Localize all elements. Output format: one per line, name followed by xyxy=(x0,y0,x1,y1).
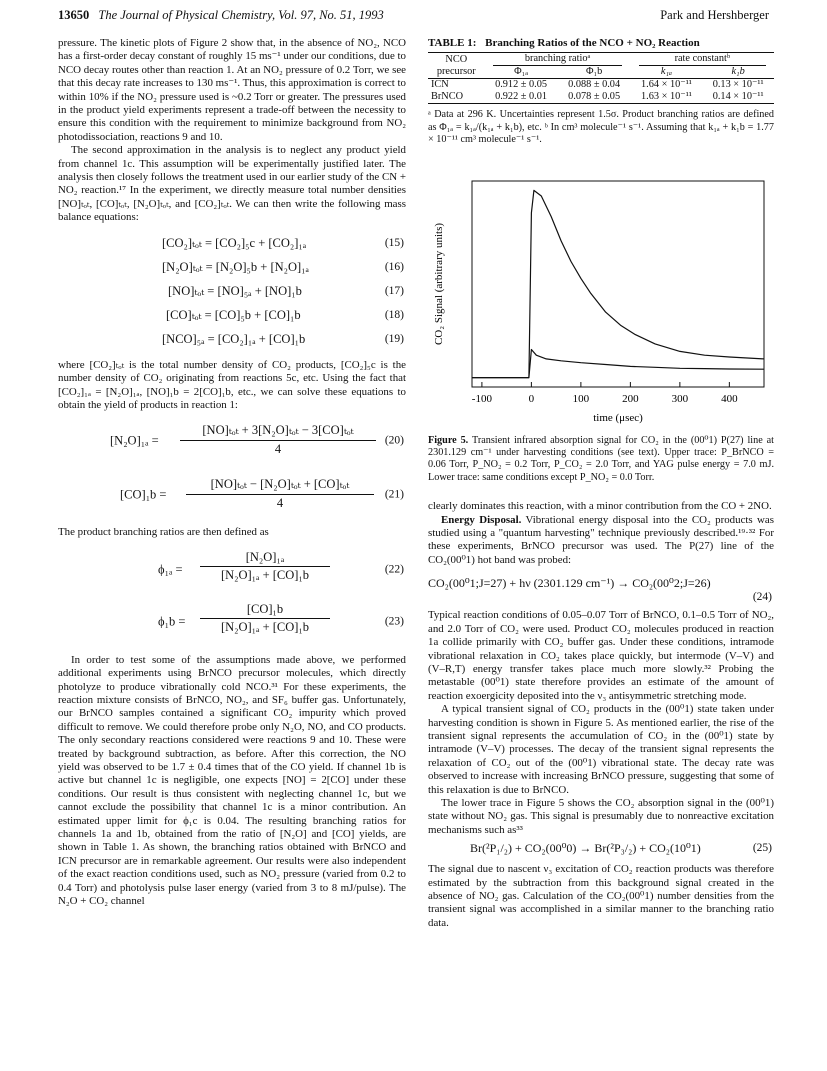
table-cell: 1.63 × 10⁻¹¹ xyxy=(631,91,703,104)
equation-fraction xyxy=(200,603,330,635)
figure-caption-text: Transient infrared absorption signal for CO₂ in the (00⁰1) P(27) line at 2301.129 cm⁻¹ under harvesting conditions (see text). Upper trace: P_BrNCO = 0.06 Torr, P_NO₂ = 0.2 Torr, P_CO₂ = 2.0 Torr, and YAG pulse energy = 7.0 mJ. Lower trace: same conditions except P_NO₂ = 0.0 Torr. xyxy=(428,434,774,483)
fraction-denominator: 4 xyxy=(274,441,282,456)
x-tick-label: -100 xyxy=(471,392,492,405)
equation-lhs: [CO]₁b = xyxy=(120,487,167,502)
fraction-numerator: [N₂O]₁ₐ xyxy=(200,551,330,567)
fraction-denominator: 4 xyxy=(276,495,284,510)
table-1 xyxy=(428,37,774,147)
equation-body: [CO]ₜₒₜ = [CO]₅b + [CO]₁b xyxy=(166,307,301,322)
equation-body: [NO]ₜₒₜ = [NO]₅ₐ + [NO]₁b xyxy=(168,283,302,298)
table-header: NCO xyxy=(428,53,485,67)
branching-ratio-table xyxy=(428,52,774,104)
table-header-row xyxy=(428,53,774,67)
paragraph: Typical reaction conditions of 0.05–0.07 Torr of BrNCO, 0.1–0.5 Torr of NO₂, and 2.0 Torr of CO₂ were used. Product CO₂ molecules produced in reaction 1a collide primarily with CO₂ buffer gas. Under these conditions, intramode vibrational relaxation in CO₂ takes place quickly, but intermode (V–V) and (V–R,T) energy transfer takes place much more slowly.³² Probing the metastable (00⁰1) state therefore provides an estimate of the amount of reaction exoergicity deposited into the ν₃ antisymmetric stretching mode. xyxy=(428,609,774,702)
lower-trace-line xyxy=(472,349,764,377)
equation-fraction xyxy=(186,478,374,510)
equation-18 xyxy=(58,305,406,329)
x-tick-label: 300 xyxy=(671,392,689,405)
equation-number: (21) xyxy=(384,488,404,501)
paragraph-text: Vibrational energy disposal into the CO₂ products was studied using a "quantum harvesting" technique previously described.¹⁹·³² For these experiments, BrNCO precursor was used. The P(27) line of the CO₂(00⁰1) hot band was probed: xyxy=(428,513,774,566)
table-cell: 1.64 × 10⁻¹¹ xyxy=(641,79,692,91)
table-cell: 0.088 ± 0.04 xyxy=(568,79,621,91)
table-header: rate constantᵇ xyxy=(631,53,774,67)
equation-20 xyxy=(58,418,406,464)
equation-23 xyxy=(58,598,406,646)
equation-number: (20) xyxy=(384,434,404,447)
equation-fraction xyxy=(200,551,330,583)
table-cell: 0.14 × 10⁻¹¹ xyxy=(702,91,774,104)
running-header xyxy=(58,8,769,26)
equation-number: (19) xyxy=(384,332,404,345)
equation-lhs: ϕ₁b = xyxy=(158,614,186,629)
running-authors: Park and Hershberger xyxy=(660,8,769,22)
equation-number: (18) xyxy=(384,308,404,321)
equation-number: (15) xyxy=(384,236,404,249)
equation-body: [CO₂]ₜₒₜ = [CO₂]₅c + [CO₂]₁ₐ xyxy=(162,235,307,250)
x-tick-label: 0 xyxy=(528,392,535,405)
equation-body: CO₂(00⁰1;J=27) + hν (2301.129 cm⁻¹) → CO₂(00⁰2;J=26) xyxy=(428,576,711,591)
table-row xyxy=(428,91,774,104)
fraction-numerator: [CO]₁b xyxy=(200,603,330,619)
paragraph xyxy=(428,514,774,568)
equation-25 xyxy=(428,837,774,863)
upper-trace-line xyxy=(472,190,764,377)
table-footnote: ᵃ Data at 296 K. Uncertainties represent 1.5σ. Product branching ratios are defined as Φ₁ₐ = k₁ₐ/(k₁ₐ + k₁b), etc. ᵇ In cm³ molecule⁻¹ s⁻¹. Assuming that k₁ₐ + k₁b = 1.77 × 10⁻¹¹ cm³ molecule⁻¹ s⁻¹. xyxy=(428,109,774,146)
fraction-numerator: [NO]ₜₒₜ + 3[N₂O]ₜₒₜ − 3[CO]ₜₒₜ xyxy=(180,424,376,440)
table-cell: 0.078 ± 0.05 xyxy=(558,91,631,104)
table-cell: ICN xyxy=(431,79,449,91)
equation-lhs: [N₂O]₁ₐ = xyxy=(110,433,159,448)
equation-number: (16) xyxy=(384,260,404,273)
equation-body: [N₂O]ₜₒₜ = [N₂O]₅b + [N₂O]₁ₐ xyxy=(162,259,309,274)
paragraph: The signal due to nascent ν₃ excitation of CO₂ reaction products was therefore estimated by the subtraction from this background signal created in the absence of NO₂ gas. Calculation of the CO₂(00⁰1) number densities from the transient signal was accomplished in a similar manner to the branching ratio data. xyxy=(428,863,774,929)
equation-body: [NCO]₅ₐ = [CO₂]₁ₐ + [CO]₁b xyxy=(162,331,306,346)
equation-24 xyxy=(428,573,774,607)
x-tick-label: 100 xyxy=(572,392,590,405)
left-column xyxy=(58,37,406,908)
paragraph: In order to test some of the assumptions made above, we performed additional experiments using BrNCO precursor molecules, which directly photolyze to produce vibrationally cold NCO.³¹ For these experiments, the reaction mixture consists of BrNCO, NO₂, and SF₆ buffer gas. Unfortunately, our BrNCO samples contained a significant CO₂ impurity which proved difficult to remove. We could therefore probe only N₂O, NO, and CO products. The only secondary reactions considered were reactions 9 and 10. These were treated by background subtraction, as before. After this correction, the NO yield was observed to be 1.7 ± 0.4 times that of the CO yield. If channel 1b is active but channel 1c is negligible, one expects [NO] = 2[CO] under these conditions. Our result is thus consistent with neglecting channel 1c, but we cannot exclude the possibility that channel 1c is a minor contribution. An estimated upper limit for ϕ₁c is 0.04. The resulting branching ratios for channels 1a and 1b, obtained from the ratio of [N₂O] and [CO] yields, are shown in Table 1. As shown, the branching ratios obtained with BrNCO and ICN precursor are in remarkable agreement. Our results were also independent of the exact reaction conditions used, such as NO₂ pressure (varied from 0.2 to 0.4 Torr) and photolysis pulse laser energy (varied from 3 to 8 mJ/pulse). The N₂O + CO₂ channel xyxy=(58,653,406,908)
table-header: Φ₁b xyxy=(558,66,631,79)
equation-lhs: ϕ₁ₐ = xyxy=(158,562,183,577)
equation-19 xyxy=(58,329,406,353)
table-header: k₁ₐ xyxy=(631,66,703,79)
paragraph: clearly dominates this reaction, with a minor contribution from the CO + 2NO. xyxy=(428,500,772,513)
equation-16 xyxy=(58,257,406,281)
paragraph: The lower trace in Figure 5 shows the CO₂ absorption signal in the (00⁰1) state without NO₂ gas. This signal is presumably due to nonreactive excitation mechanisms such as³³ xyxy=(428,796,774,836)
equation-22 xyxy=(58,546,406,594)
table-header: k₁b xyxy=(702,66,774,79)
equation-17 xyxy=(58,281,406,305)
equation-body: Br(²P₁/₂) + CO₂(00⁰0) → Br(²P₃/₂) + CO₂(10⁰1) xyxy=(470,841,701,856)
table-cell: BrNCO xyxy=(428,91,485,104)
equation-number: (17) xyxy=(384,284,404,297)
fraction-numerator: [NO]ₜₒₜ − [N₂O]ₜₒₜ + [CO]ₜₒₜ xyxy=(186,478,374,494)
fraction-denominator: [N₂O]₁ₐ + [CO]₁b xyxy=(220,568,310,583)
x-tick-label: 200 xyxy=(622,392,639,405)
table-header: Φ₁ₐ xyxy=(485,66,558,79)
table-cell: 0.912 ± 0.05 xyxy=(495,79,548,91)
journal-citation: The Journal of Physical Chemistry, Vol. 97, No. 51, 1993 xyxy=(98,8,384,22)
paragraph: A typical transient signal of CO₂ products in the (00⁰1) state taken under harvesting condition is shown in Figure 5. As mentioned earlier, the rise of the transient signal represents the accumulation of CO₂ in the (00⁰1) state by intramode (V–V) processes. The decay of the transient signal represents the relaxation of CO₂ out of the (00⁰1) vibrational state. The decay rate was observed to increase with increasing BrNCO pressure, suggesting that some of this relaxation is due to BrNCO. xyxy=(428,703,774,796)
x-tick-label: 400 xyxy=(721,392,738,405)
figure-caption xyxy=(428,435,774,485)
x-axis-label: time (μsec) xyxy=(593,411,643,424)
figure-5 xyxy=(428,177,774,429)
table-header-row xyxy=(428,66,774,79)
figure-label: Figure 5. xyxy=(428,434,469,446)
equation-number: (23) xyxy=(384,615,404,628)
x-axis-ticks xyxy=(472,382,738,405)
right-column xyxy=(428,37,774,930)
paragraph: pressure. The kinetic plots of Figure 2 show that, in the absence of NO₂, NCO has a first-order decay constant of roughly 15 ms⁻¹ under our conditions, due to NCO decay routes other than reaction 1. At an NO₂ pressure of 0.2 Torr, we see that this decay rate increases to 130 ms⁻¹. Thus, this approximation is correct to within 10% if the NO₂ pressure used is ~0.2 Torr or greater. The pressures used in the product yield experiments represent a trade-off between the necessity to ensure this condition with the requirement to minimize background from NO₂ photodissociation, reactions 9 and 10. xyxy=(58,37,406,143)
equation-15 xyxy=(58,233,406,257)
table-title xyxy=(428,37,774,50)
y-axis-label: CO₂ Signal (arbitrary units) xyxy=(433,222,445,345)
table-caption: Branching Ratios of the NCO + NO₂ Reaction xyxy=(485,37,700,49)
table-cell: 0.922 ± 0.01 xyxy=(485,91,558,104)
table-cell: 0.13 × 10⁻¹¹ xyxy=(712,79,764,91)
paragraph: The second approximation in the analysis is to neglect any product yield from channel 1c. This assumption will be experimentally justified later. The analysis then closely follows the treatment used in our earlier study of the CN + NO₂ reaction.¹⁷ In the experiment, we directly measure total number densities [NO]ₜₒₜ, [CO]ₜₒₜ, [N₂O]ₜₒₜ, and [CO₂]ₜₒₜ. We can then write the following mass balance equations: xyxy=(58,144,406,224)
table-label: TABLE 1: xyxy=(428,37,477,49)
equation-number: (22) xyxy=(384,563,404,576)
equation-fraction xyxy=(180,424,376,456)
plot-traces xyxy=(472,190,764,377)
table-header: branching ratioᵃ xyxy=(485,53,631,67)
section-subheading: Energy Disposal. xyxy=(441,513,522,526)
table-header: precursor xyxy=(428,66,485,79)
page-number: 13650 xyxy=(58,8,90,22)
fraction-denominator: [N₂O]₁ₐ + [CO]₁b xyxy=(220,620,310,635)
figure-5-plot xyxy=(428,177,774,429)
paragraph: where [CO₂]ₜₒₜ is the total number density of CO₂ products, [CO₂]₅c is the number density of CO₂ originating from reactions 5c, etc. Using the fact that [CO₂]₁ₐ = [N₂O]₁ₐ, [NO]₁b = 2[CO]₁b, etc., we can solve these equations to obtain the yield of products in reaction 1: xyxy=(58,358,406,411)
equation-number: (25) xyxy=(752,842,772,855)
paragraph: The product branching ratios are then defined as xyxy=(58,526,269,539)
equation-21 xyxy=(58,470,406,520)
equation-number: (24) xyxy=(752,591,772,604)
table-row xyxy=(428,79,774,92)
